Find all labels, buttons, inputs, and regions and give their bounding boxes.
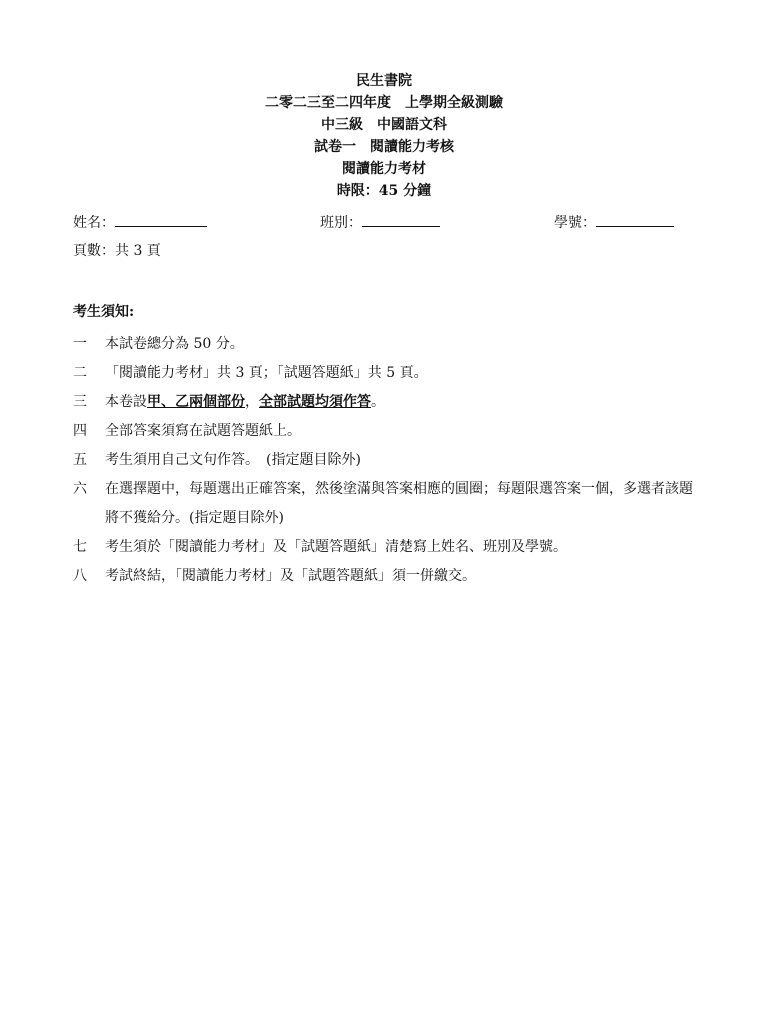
notice-text-pre: 本卷設 bbox=[105, 394, 147, 410]
notice-text: 考生須用自己文句作答。 (指定題目除外) bbox=[105, 452, 361, 468]
notice-item bbox=[73, 417, 703, 446]
notice-text-mid: ， bbox=[245, 394, 259, 410]
student-number-field bbox=[554, 211, 674, 234]
name-blank[interactable] bbox=[115, 211, 207, 227]
name-field bbox=[73, 211, 207, 234]
notice-number: 二 bbox=[73, 365, 87, 381]
class-field bbox=[320, 211, 440, 234]
notice-number: 一 bbox=[73, 336, 87, 352]
exam-header bbox=[0, 70, 768, 202]
notice-item bbox=[73, 446, 703, 475]
notice-title: 考生須知: bbox=[73, 304, 135, 320]
notice-text bbox=[105, 388, 703, 417]
class-blank[interactable] bbox=[362, 211, 440, 227]
time-limit: 時限：45 分鐘 bbox=[336, 183, 432, 199]
notice-text: 本試卷總分為 50 分。 bbox=[105, 336, 244, 352]
notice-item bbox=[73, 388, 703, 417]
notice-number: 八 bbox=[73, 568, 87, 584]
student-info-row bbox=[73, 211, 681, 233]
notice-number: 七 bbox=[73, 539, 87, 555]
notice-item bbox=[73, 359, 703, 388]
student-number-blank[interactable] bbox=[596, 211, 674, 227]
exam-year-term: 二零二三至二四年度 上學期全級測驗 bbox=[265, 95, 503, 111]
answer-all-emphasis: 全部試題均須作答 bbox=[259, 394, 371, 410]
school-name: 民生書院 bbox=[356, 73, 412, 89]
paper-title: 試卷一 閱讀能力考核 bbox=[314, 139, 454, 155]
notice-number: 四 bbox=[73, 423, 87, 439]
grade-subject: 中三級 中國語文科 bbox=[321, 117, 447, 133]
notice-text-post: 。 bbox=[371, 394, 385, 410]
page-count: 頁數：共 3 頁 bbox=[73, 243, 161, 259]
student-number-label: 學號： bbox=[554, 215, 596, 231]
notice-number: 五 bbox=[73, 452, 87, 468]
class-label: 班別： bbox=[320, 215, 362, 231]
notice-item bbox=[73, 475, 703, 533]
notice-text: 在選擇題中，每題選出正確答案，然後塗滿與答案相應的圓圈；每題限選答案一個，多選者該題將不獲給分。(指定題目除外) bbox=[105, 481, 693, 526]
notice-number: 六 bbox=[73, 481, 87, 497]
name-label: 姓名： bbox=[73, 215, 115, 231]
notice-text: 全部答案須寫在試題答題紙上。 bbox=[105, 423, 301, 439]
notice-item bbox=[73, 533, 703, 562]
notice-item bbox=[73, 562, 703, 591]
notice-text: 考試終結，「閱讀能力考材」及「試題答題紙」須一併繳交。 bbox=[105, 568, 476, 584]
notice-text: 考生須於「閱讀能力考材」及「試題答題紙」清楚寫上姓名、班別及學號。 bbox=[105, 539, 567, 555]
sections-emphasis: 甲、乙兩個部份 bbox=[147, 394, 245, 410]
notice-number: 三 bbox=[73, 394, 87, 410]
notice-item bbox=[73, 330, 703, 359]
notice-text: 「閱讀能力考材」共 3 頁；「試題答題紙」共 5 頁。 bbox=[105, 365, 428, 381]
material-title: 閱讀能力考材 bbox=[342, 161, 426, 177]
notice-list bbox=[73, 330, 703, 591]
